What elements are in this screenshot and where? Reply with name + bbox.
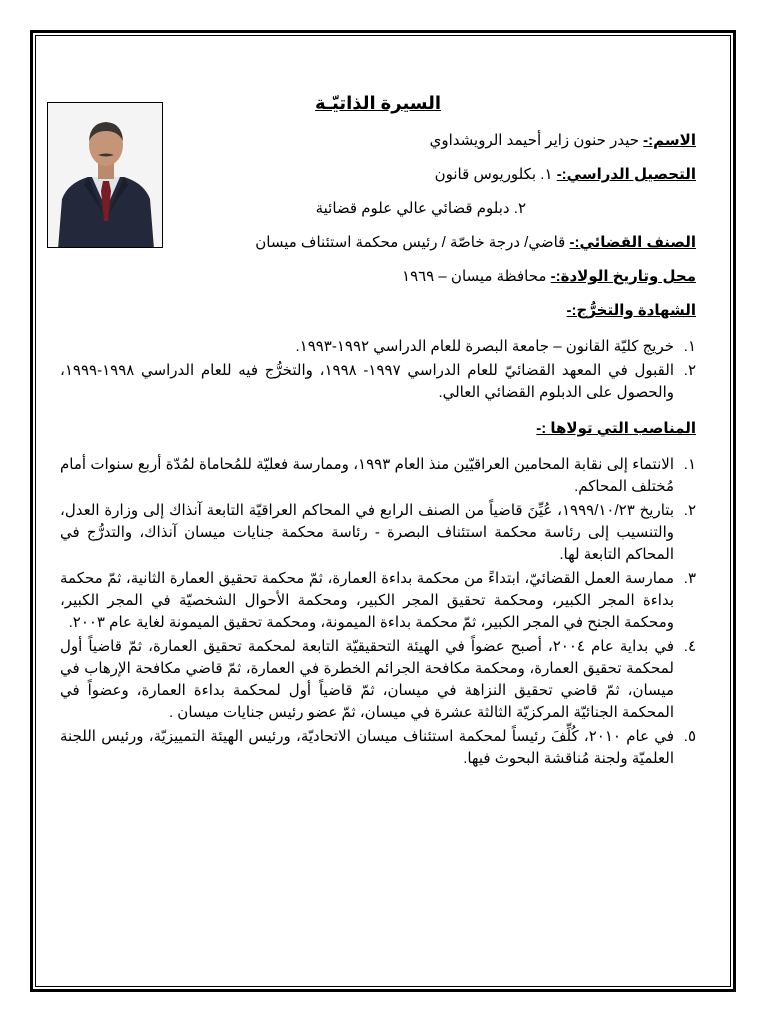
list-number: ٣. [683, 570, 696, 587]
position-item [60, 568, 696, 634]
positions-heading: المناصب التي تولاها :- [536, 420, 696, 437]
positions-list [60, 454, 696, 770]
list-text: القبول في المعهد القضائيّ للعام الدراسي ١٩٩٧- ١٩٩٨، والتخرُّج فيه للعام الدراسي ١٩٩٨-١٩٩٩، والحصول على الدبلوم القضائي العالي. [60, 362, 674, 401]
name-row [60, 130, 696, 152]
list-text: ممارسة العمل القضائيّ، ابتداءً من محكمة بداءة العمارة، ثمّ محكمة تحقيق العمارة الثانية، ثمّ محكمة بداءة المجر الكبير، ومحكمة تحقيق المجر الكبير، ومحكمة الأحوال الشخصيّة في المجر الكبير، ومحكمة الجنح في المجر الكبير، ثمّ محكمة بداءة الميمونة، ومحكمة تحقيق الميمونة لغاية عام ٢٠٠٣. [60, 570, 674, 631]
document-title: السيرة الذاتيّـة [314, 93, 442, 113]
rank-value: قاضي/ درجة خاصّة / رئيس محكمة استئناف ميسان [255, 234, 566, 251]
graduation-list [60, 336, 696, 404]
education-item-2: ٢. دبلوم قضائي عالي علوم قضائية [315, 200, 526, 217]
name-value: حيدر حنون زاير أحيمد الرويشداوي [429, 132, 639, 149]
list-number: ١. [683, 456, 696, 473]
graduation-heading: الشهادة والتخرُّج:- [566, 302, 696, 319]
list-number: ٢. [683, 362, 696, 379]
cv-body [60, 92, 696, 784]
position-item [60, 636, 696, 724]
list-text: خريج كليّة القانون – جامعة البصرة للعام الدراسي ١٩٩٢-١٩٩٣. [295, 338, 674, 355]
list-text: بتاريخ ١٩٩٩/١٠/٢٣، عُيِّنَ قاضياً من الصنف الرابع في المحاكم العراقيّة التابعة آنذاك إلى وزارة العدل، والتنسيب إلى رئاسة محكمة استئناف البصرة - رئاسة محكمة جنايات ميسان آنذاك، والتدرُّج في المحاكم التابعة لها. [60, 502, 674, 563]
list-text: في عام ٢٠١٠، كُلِّفَ رئيساً لمحكمة استئناف ميسان الاتحاديّة، ورئيس الهيئة التمييزيّة، ورئيس اللجنة العلميّة ولجنة مُناقشة البحوث فيها. [60, 728, 674, 767]
education-item-1: ١. بكلوريوس قانون [434, 166, 553, 183]
rank-row [60, 232, 696, 254]
position-item [60, 500, 696, 566]
education-row [60, 164, 696, 186]
birth-label: محل وتاريخ الولادة:- [550, 268, 696, 285]
list-number: ٥. [683, 728, 696, 745]
list-number: ١. [683, 338, 696, 355]
rank-label: الصنف القضائي:- [569, 234, 696, 251]
list-number: ٤. [683, 638, 696, 655]
birth-row [60, 266, 696, 288]
list-text: الانتماء إلى نقابة المحامين العراقيّين منذ العام ١٩٩٣، وممارسة فعليّة للمُحاماة لمُدّة أربع سنوات أمام مُختلف المحاكم. [60, 456, 674, 495]
list-text: في بداية عام ٢٠٠٤، أصبح عضواً في الهيئة التحقيقيّة التابعة لمحكمة تحقيق العمارة، ثمّ قاضياً أول لمحكمة تحقيق العمارة، ومحكمة مكافحة الجرائم الخطرة في العمارة، ثمّ قاضي مكافحة الإرهاب في ميسان، ثمّ قاضي تحقيق النزاهة في ميسان، ثمّ قاضياً أول لمحكمة بداءة العمارة، وعضواً في المحكمة الجنائيّة المركزيّة الثالثة عشرة في ميسان، ثمّ عضو رئيس جنايات ميسان . [60, 638, 674, 721]
name-label: الاسم:- [643, 132, 696, 149]
education-row-2 [60, 198, 696, 220]
birth-value: محافظة ميسان – ١٩٦٩ [402, 268, 547, 285]
position-item [60, 454, 696, 498]
graduation-item [60, 360, 696, 404]
position-item [60, 726, 696, 770]
graduation-item [60, 336, 696, 358]
list-number: ٢. [683, 502, 696, 519]
education-label: التحصيل الدراسي:- [556, 166, 696, 183]
